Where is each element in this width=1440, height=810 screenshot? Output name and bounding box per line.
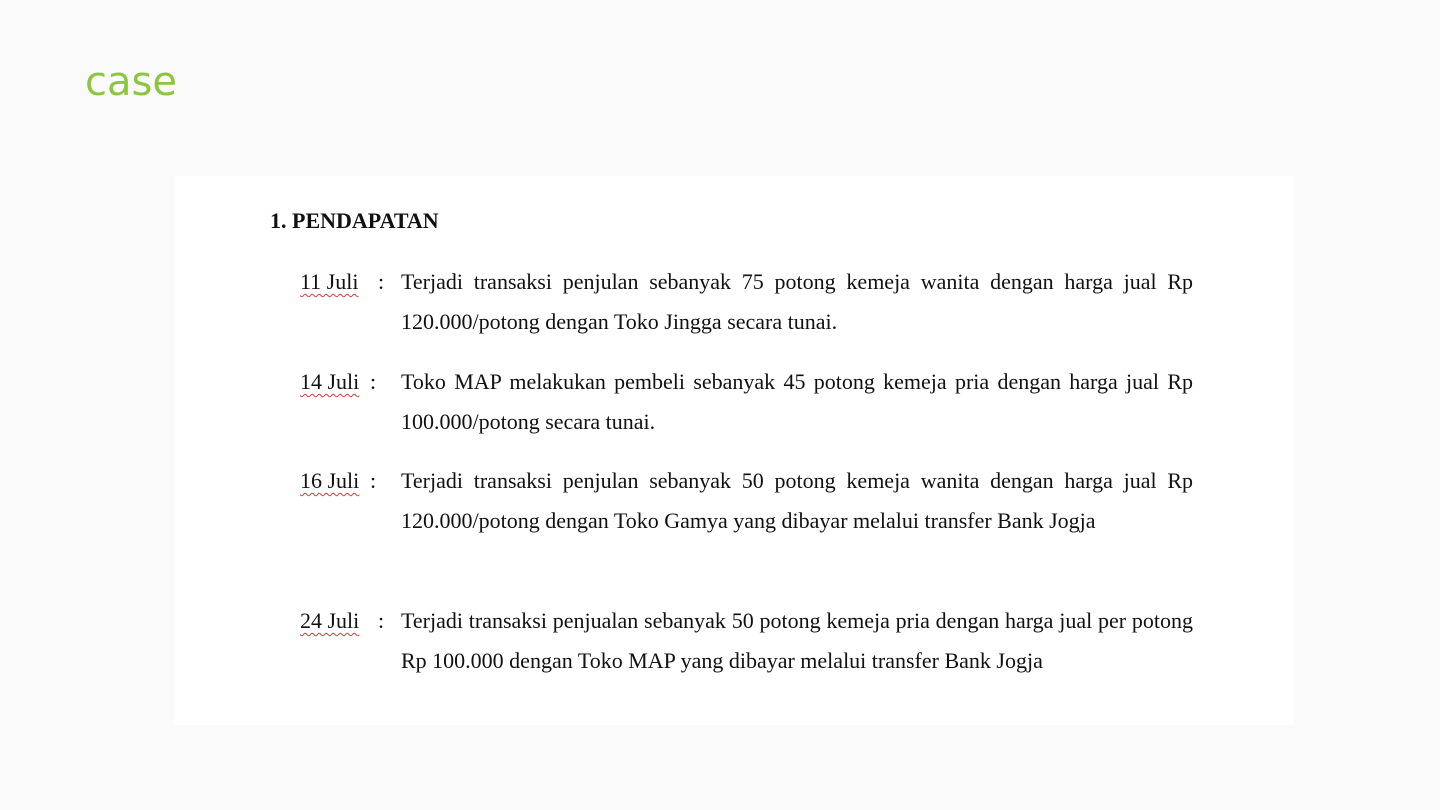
document-image [174, 176, 1294, 725]
entry-date [300, 461, 400, 501]
entry-colon: : [378, 269, 385, 294]
entry-description: Terjadi transaksi penjualan sebanyak 50 potong kemeja pria dengan harga jual per potong Rp 100.000 dengan Toko MAP yang dibayar melalui transfer Bank Jogja [401, 608, 1193, 673]
entry-colon: : [378, 608, 385, 633]
entry-date-label: 11 Juli [300, 269, 359, 294]
entry-description: Terjadi transaksi penjulan sebanyak 75 potong kemeja wanita dengan harga jual Rp 120.000/potong dengan Toko Jingga secara tunai. [401, 269, 1193, 334]
entry-description: Toko MAP melakukan pembeli sebanyak 45 potong kemeja pria dengan harga jual Rp 100.000/potong secara tunai. [401, 369, 1193, 434]
entry-date-label: 16 Juli [300, 468, 360, 493]
entry-date-label: 24 Juli [300, 608, 360, 633]
entry-date [300, 362, 400, 402]
entry-description: Terjadi transaksi penjulan sebanyak 50 potong kemeja wanita dengan harga jual Rp 120.000/potong dengan Toko Gamya yang dibayar melalui transfer Bank Jogja [401, 468, 1193, 533]
entry-date [300, 601, 400, 641]
entry-date [300, 262, 400, 302]
section-heading: 1. PENDAPATAN [270, 208, 439, 233]
slide-title: case [85, 59, 177, 105]
entry-colon: : [370, 468, 377, 493]
entry-colon: : [370, 369, 377, 394]
entry-date-label: 14 Juli [300, 369, 360, 394]
